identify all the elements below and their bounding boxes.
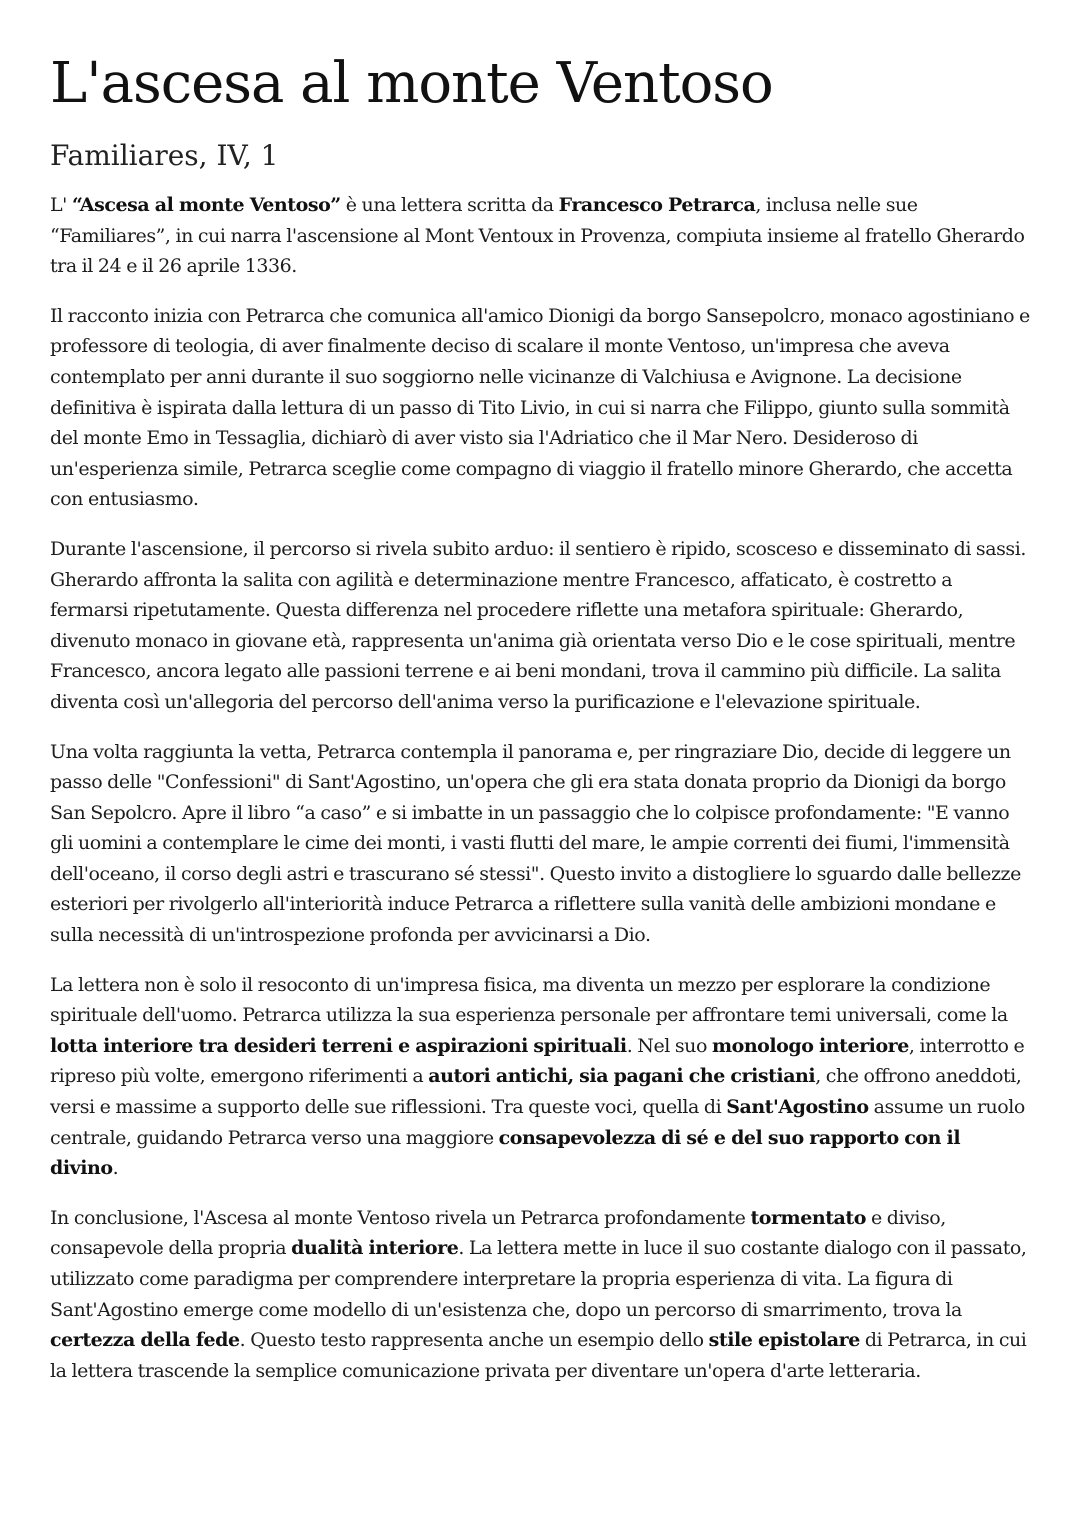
bold-text: lotta interiore tra desideri terreni e aspirazioni spirituali — [50, 1034, 627, 1057]
bold-text: Francesco Petrarca — [558, 194, 756, 216]
bold-text: tormentato — [750, 1206, 866, 1229]
bold-text: consapevolezza di sé e del suo rapporto con il divino — [50, 1126, 961, 1180]
text-run: . — [112, 1157, 119, 1180]
text-run: assume un ruolo centrale, guidando Petrarca verso una maggiore — [50, 1096, 1025, 1149]
bold-text: dualità interiore — [291, 1237, 459, 1260]
text-run: . La lettera mette in luce il suo costante dialogo con il passato, utilizzato come paradigma per comprendere interpretare la propria esperienza di vita. La figura di Sant'Agostino emerge come modello di un'esistenza che, dopo un percorso di smarrimento, trova la — [50, 1237, 1027, 1321]
body-paragraph — [50, 1203, 1030, 1387]
text-run: In conclusione, l'Ascesa al monte Ventoso rivela un Petrarca profondamente — [50, 1206, 751, 1229]
page-subtitle: Familiares, IV, 1 — [50, 139, 279, 172]
text-run: Una volta raggiunta la vetta, Petrarca contempla il panorama e, per ringraziare Dio, decide di leggere un passo delle "Confessioni" di Sant'Agostino, un'opera che gli era stata donata proprio da Dionigi da borgo San Sepolcro. Apre il libro “a caso” e si imbatte in un passaggio che lo colpisce profondamente: "E vanno gli uomini a contemplare le cime dei monti, i vasti flutti del mare, le ampie correnti dei fiumi, l'immensità dell'oceano, il corso degli astri e trascurano sé stessi". Questo invito a distogliere lo sguardo dalle bellezze esteriori per rivolgerlo all'interiorità induce Petrarca a riflettere sulla vanità delle ambizioni mondane e sulla necessità di un'introspezione profonda per avvicinarsi a Dio. — [50, 740, 1021, 947]
bold-text: Sant'Agostino — [726, 1096, 869, 1119]
body-paragraph — [50, 301, 1030, 515]
text-run: Il racconto inizia con Petrarca che comunica all'amico Dionigi da borgo Sansepolcro, monaco agostiniano e professore di teologia, di aver finalmente deciso di scalare il monte Ventoso, un'impresa che aveva contemplato per anni durante il suo soggiorno nelle vicinanze di Valchiusa e Avignone. La decisione definitiva è ispirata dalla lettura di un passo di Tito Livio, in cui si narra che Filippo, giunto sulla sommità del monte Emo in Tessaglia, dichiarò di aver visto sia l'Adriatico che il Mar Nero. Desideroso di un'esperienza simile, Petrarca sceglie come compagno di viaggio il fratello minore Gherardo, che accetta con entusiasmo. — [50, 304, 1030, 511]
text-run: , inclusa nelle sue “Familiares”, in cui narra l'ascensione al Mont Ventoux in Provenza, compiuta insieme al fratello Gherardo tra il 24 e il 26 aprile 1336. — [50, 194, 1025, 278]
text-run: di Petrarca, in cui la lettera trascende la semplice comunicazione privata per diventare un'opera d'arte letteraria. — [50, 1329, 1027, 1382]
bold-text: monologo interiore — [711, 1034, 909, 1057]
document-body — [50, 190, 1030, 1386]
text-run: , interrotto e ripreso più volte, emergono riferimenti a — [50, 1034, 1025, 1088]
body-paragraph — [50, 737, 1030, 951]
bold-text: “Ascesa al monte Ventoso” — [71, 194, 341, 216]
text-run: è una lettera scritta da — [340, 194, 559, 216]
body-paragraph — [50, 970, 1030, 1184]
text-run: La lettera non è solo il resoconto di un'impresa fisica, ma diventa un mezzo per esplorare la condizione spirituale dell'uomo. Petrarca utilizza la sua esperienza personale per affrontare temi universali, come la — [50, 973, 1008, 1027]
body-paragraph — [50, 534, 1030, 718]
text-run: , che offrono aneddoti, versi e massime a supporto delle sue riflessioni. Tra queste voci, quella di — [50, 1065, 1022, 1119]
text-run: . Questo testo rappresenta anche un esempio dello — [239, 1329, 709, 1352]
text-run: . Nel suo — [626, 1034, 712, 1057]
text-run: Durante l'ascensione, il percorso si rivela subito arduo: il sentiero è ripido, scosceso e disseminato di sassi. Gherardo affronta la salita con agilità e determinazione mentre Francesco, affaticato, è costretto a fermarsi ripetutamente. Questa differenza nel procedere riflette una metafora spirituale: Gherardo, divenuto monaco in giovane età, rappresenta un'anima già orientata verso Dio e le cose spirituali, mentre Francesco, ancora legato alle passioni terrene e ai beni mondani, trova il cammino più difficile. La salita diventa così un'allegoria del percorso dell'anima verso la purificazione e l'elevazione spirituale. — [50, 537, 1026, 713]
text-run: e diviso, consapevole della propria — [50, 1206, 946, 1260]
bold-text: stile epistolare — [708, 1329, 860, 1352]
text-run: L' — [50, 194, 72, 216]
bold-text: certezza della fede — [50, 1329, 240, 1352]
page-title: L'ascesa al monte Ventoso — [50, 51, 773, 116]
bold-text: autori antichi, sia pagani che cristiani — [428, 1065, 816, 1088]
body-paragraph — [50, 190, 1030, 282]
